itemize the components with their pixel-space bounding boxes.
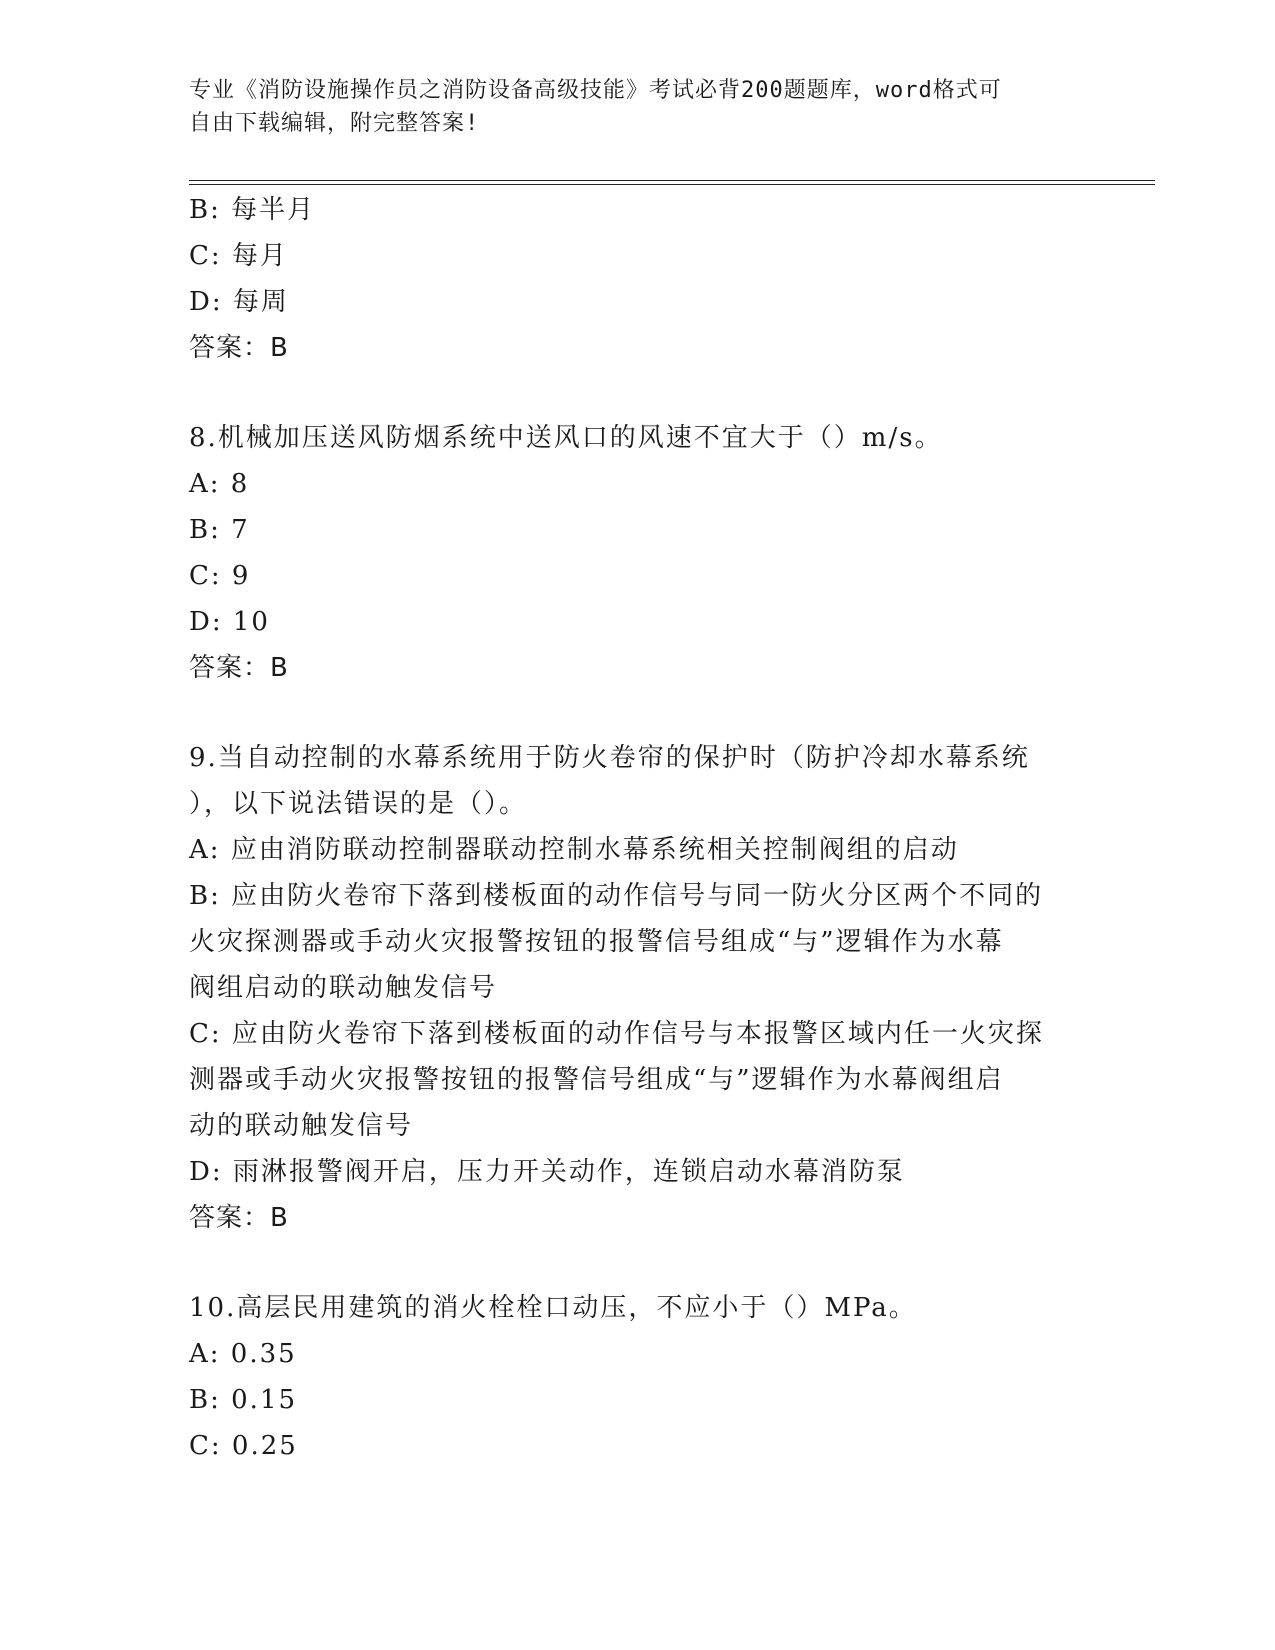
- header-divider-top: [189, 180, 1155, 181]
- option-c: C: 0.25: [189, 1431, 298, 1461]
- document-header: [189, 74, 1089, 140]
- option-a: A: 8: [189, 469, 250, 499]
- option-b-line-2: 火灾探测器或手动火灾报警按钮的报警信号组成“与”逻辑作为水幕: [189, 927, 1004, 957]
- option-d: D: 每周: [189, 287, 289, 317]
- option-c-line-3: 动的联动触发信号: [189, 1111, 414, 1141]
- option-c: C: 9: [189, 561, 251, 591]
- question-10: [189, 1285, 1089, 1469]
- option-a: A: 0.35: [189, 1339, 297, 1369]
- option-d: D: 雨淋报警阀开启，压力开关动作，连锁启动水幕消防泵: [189, 1157, 905, 1187]
- option-c-line-1: C: 应由防火卷帘下落到楼板面的动作信号与本报警区域内任一火灾探: [189, 1019, 1044, 1049]
- option-a: A: 应由消防联动控制器联动控制水幕系统相关控制阀组的启动: [189, 835, 959, 865]
- option-c: C: 每月: [189, 241, 288, 271]
- answer-line: 答案：B: [189, 333, 289, 363]
- header-line-2: 自由下载编辑，附完整答案!: [189, 111, 480, 136]
- option-b: B: 0.15: [189, 1385, 298, 1415]
- option-b-line-1: B: 应由防火卷帘下落到楼板面的动作信号与同一防火分区两个不同的: [189, 881, 1044, 911]
- option-b-line-3: 阀组启动的联动触发信号: [189, 973, 498, 1003]
- question-stem: 10.高层民用建筑的消火栓栓口动压，不应小于（）MPa。: [189, 1293, 917, 1323]
- question-stem: 8.机械加压送风防烟系统中送风口的风速不宜大于（）m/s。: [189, 423, 943, 453]
- option-b: B: 每半月: [189, 195, 316, 225]
- option-b: B: 7: [189, 515, 250, 545]
- question-list: [189, 187, 1089, 1469]
- option-c-line-2: 测器或手动火灾报警按钮的报警信号组成“与”逻辑作为水幕阀组启: [189, 1065, 1004, 1095]
- question-stem-line-1: 9.当自动控制的水幕系统用于防火卷帘的保护时（防护冷却水幕系统: [189, 743, 1030, 773]
- question-stem-line-2: ），以下说法错误的是（）。: [189, 789, 528, 819]
- header-line-1: 专业《消防设施操作员之消防设备高级技能》考试必背200题题库，word格式可: [189, 78, 1002, 103]
- question-7-continued: [189, 187, 1089, 371]
- header-divider-bottom: [189, 184, 1155, 185]
- answer-line: 答案：B: [189, 1203, 289, 1233]
- option-d: D: 10: [189, 607, 270, 637]
- answer-line: 答案：B: [189, 653, 289, 683]
- question-9: [189, 735, 1089, 1241]
- question-8: [189, 415, 1089, 691]
